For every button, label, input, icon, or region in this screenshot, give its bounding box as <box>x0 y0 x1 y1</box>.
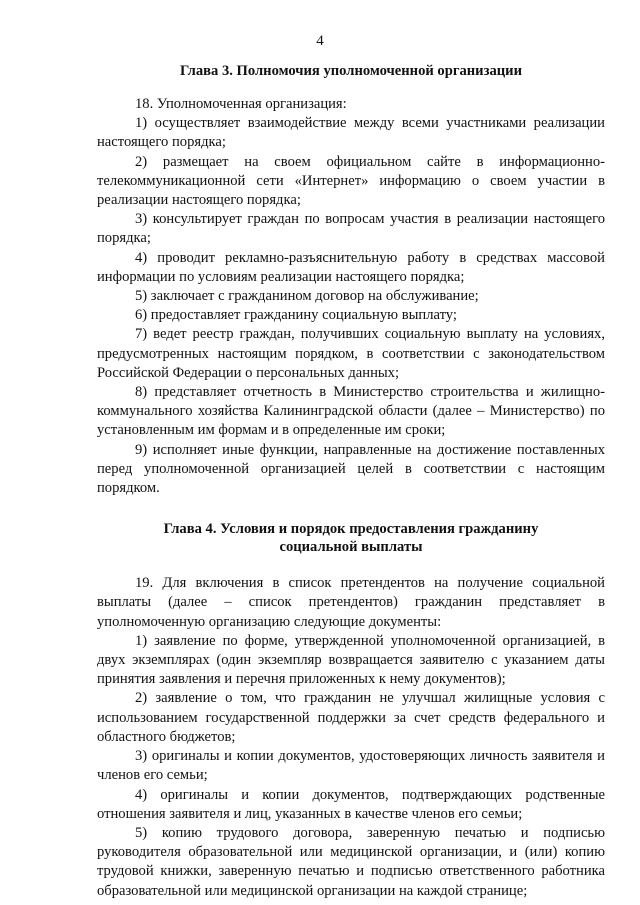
chapter-4-item-4: 4) оригиналы и копии документов, подтверждающих родственные отношения заявителя и лиц, указанных в качестве членов его семьи; <box>97 786 605 822</box>
chapter-3-item-2: 2) размещает на своем официальном сайте в информационно-телекоммуникационной сети «Интернет» информацию о своем участии в реализации настоящего порядка; <box>97 153 605 209</box>
chapter-4-item-3: 3) оригиналы и копии документов, удостоверяющих личность заявителя и членов его семьи; <box>97 748 605 784</box>
chapter-4-title-line-2: социальной выплаты <box>279 539 423 556</box>
chapter-4-item-1: 1) заявление по форме, утвержденной уполномоченной организацией, в двух экземплярах (один экземпляр возвращается заявителю с указанием даты принятия заявления и перечня приложенных к нему документов); <box>97 632 605 688</box>
chapter-4-item-2: 2) заявление о том, что гражданин не улучшал жилищные условия с использованием государственной поддержки за счет средств федерального и областного бюджетов; <box>97 690 605 745</box>
chapter-3-intro: 18. Уполномоченная организация: <box>135 96 347 112</box>
chapter-4-intro: 19. Для включения в список претендентов на получение социальной выплаты (далее – список претендентов) гражданин представляет в уполномоченную организацию следующие документы: <box>97 575 605 630</box>
chapter-4-item-5: 5) копию трудового договора, заверенную печатью и подписью руководителя образовательной или медицинской организации, и (или) копию трудовой книжки, заверенную печатью и подписью ответственного работника образовательной или медицинской организации на каждой странице; <box>97 824 605 899</box>
chapter-3-item-9: 9) исполняет иные функции, направленные на достижение поставленных перед уполномоченной организацией целей в соответствии с настоящим порядком. <box>97 441 605 497</box>
chapter-3-item-5: 5) заключает с гражданином договор на обслуживание; <box>135 288 479 305</box>
page-content <box>97 62 605 901</box>
chapter-3-item-6: 6) предоставляет гражданину социальную выплату; <box>135 307 457 324</box>
chapter-4-title <box>97 520 605 556</box>
chapter-3-item-8: 8) представляет отчетность в Министерство строительства и жилищно-коммунального хозяйства Калининградской области (далее – Министерство) по установленным им формам и в определенные им сроки; <box>97 384 605 439</box>
page-number: 4 <box>316 33 324 49</box>
chapter-3-item-1: 1) осуществляет взаимодействие между всеми участниками реализации настоящего порядка; <box>97 115 605 151</box>
chapter-3-item-7: 7) ведет реестр граждан, получивших социальную выплату на условиях, предусмотренных настоящим порядком, в соответствии с законодательством Российской Федерации о персональных данных; <box>97 326 605 381</box>
chapter-3-item-4: 4) проводит рекламно-разъяснительную работу в средствах массовой информации по условиям реализации настоящего порядка; <box>97 249 605 285</box>
chapter-4-title-line-1: Глава 4. Условия и порядок предоставления гражданину <box>163 521 539 538</box>
chapter-3-title: Глава 3. Полномочия уполномоченной организации <box>180 63 522 79</box>
chapter-3-item-3: 3) консультирует граждан по вопросам участия в реализации настоящего порядка; <box>97 211 605 247</box>
